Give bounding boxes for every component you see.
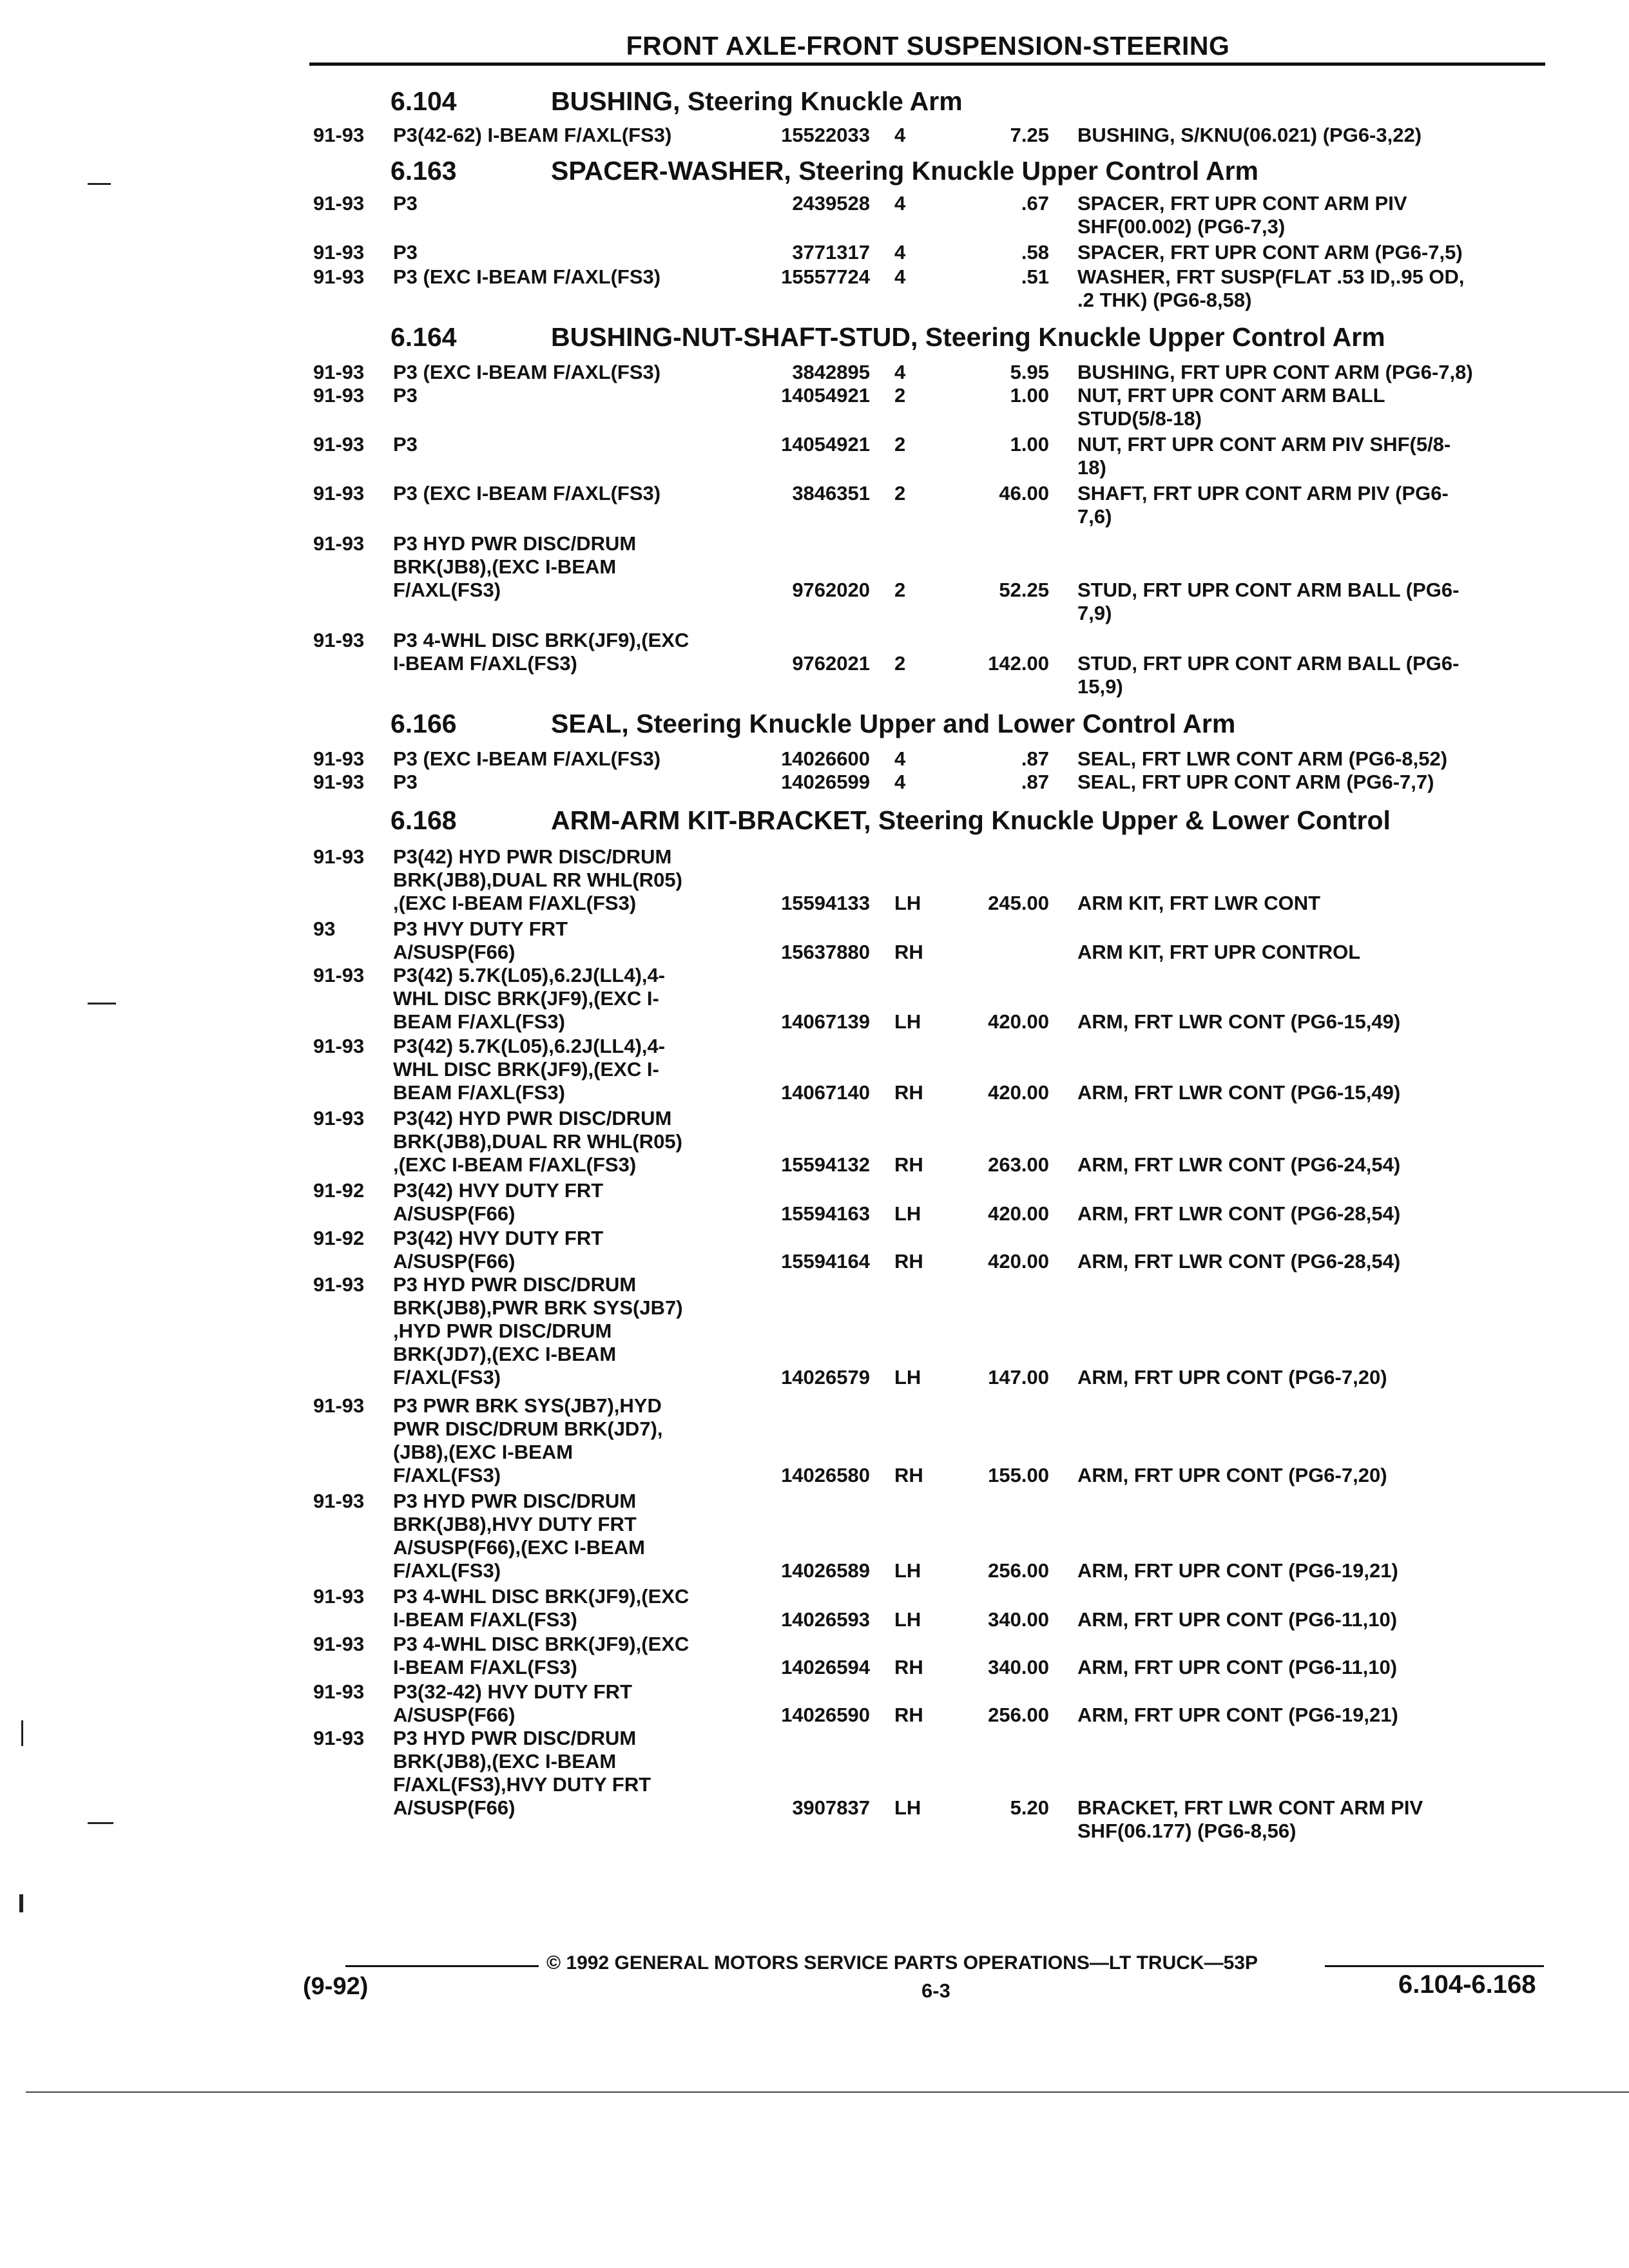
quantity: RH [894, 1081, 923, 1104]
part-number: 2439528 [792, 192, 870, 215]
section-heading [0, 322, 1629, 356]
quantity: RH [894, 1250, 923, 1273]
header-rule [309, 62, 1545, 66]
price: .87 [1021, 747, 1049, 770]
part-entry [0, 845, 1629, 915]
price: 7.25 [1010, 124, 1049, 146]
model-years: 91-93 [313, 265, 365, 288]
application-description: P3(32-42) HVY DUTY FRT A/SUSP(F66) [393, 1680, 632, 1726]
part-entry [0, 1107, 1629, 1177]
model-years: 91-93 [313, 1490, 365, 1512]
part-entry [0, 433, 1629, 479]
part-entry [0, 964, 1629, 1033]
part-entry [0, 384, 1629, 430]
part-entry [0, 1227, 1629, 1273]
scan-mark [88, 1003, 116, 1004]
section-heading [0, 805, 1629, 839]
quantity: RH [894, 1153, 923, 1176]
model-years: 91-93 [313, 845, 365, 868]
price: 256.00 [988, 1559, 1049, 1582]
model-years: 91-93 [313, 1585, 365, 1608]
part-name: ARM, FRT LWR CONT (PG6-15,49) [1077, 1010, 1401, 1033]
price: 420.00 [988, 1250, 1049, 1273]
part-entry [0, 192, 1629, 238]
part-name: ARM, FRT UPR CONT (PG6-7,20) [1077, 1464, 1387, 1486]
price: 245.00 [988, 892, 1049, 914]
part-number: 14026580 [781, 1464, 870, 1486]
model-years: 91-93 [313, 1727, 365, 1749]
part-number: 14067139 [781, 1010, 870, 1033]
section-number: 6.104 [390, 86, 457, 116]
part-entry [0, 629, 1629, 698]
part-name: NUT, FRT UPR CONT ARM BALL STUD(5/8-18) [1077, 384, 1385, 430]
price: .58 [1021, 241, 1049, 264]
section-heading [0, 156, 1629, 189]
part-name: SHAFT, FRT UPR CONT ARM PIV (PG6- 7,6) [1077, 482, 1449, 528]
price: 5.95 [1010, 361, 1049, 383]
part-number: 15594163 [781, 1202, 870, 1225]
price: .51 [1021, 265, 1049, 288]
part-number: 14026593 [781, 1608, 870, 1631]
model-years: 91-92 [313, 1179, 365, 1202]
application-description: P3 4-WHL DISC BRK(JF9),(EXC I-BEAM F/AXL(FS3) [393, 1633, 689, 1678]
price: 420.00 [988, 1081, 1049, 1104]
page-bottom-rule [26, 2091, 1629, 2093]
quantity: 4 [894, 124, 906, 146]
section-number: 6.163 [390, 156, 457, 186]
price: 256.00 [988, 1704, 1049, 1726]
part-name: ARM, FRT LWR CONT (PG6-15,49) [1077, 1081, 1401, 1104]
section-title: BUSHING, Steering Knuckle Arm [551, 86, 963, 116]
part-entry [0, 361, 1629, 384]
part-entry [0, 1680, 1629, 1727]
model-years: 91-93 [313, 1273, 365, 1296]
application-description: P3 [393, 433, 418, 456]
section-heading [0, 709, 1629, 742]
scan-mark [19, 1894, 23, 1912]
part-entry [0, 265, 1629, 312]
part-entry [0, 771, 1629, 794]
model-years: 91-93 [313, 747, 365, 770]
part-name: SPACER, FRT UPR CONT ARM PIV SHF(00.002) (PG6-7,3) [1077, 192, 1407, 238]
part-entry [0, 1727, 1629, 1843]
footer-rule-right [1325, 1965, 1544, 1967]
quantity: LH [894, 1796, 921, 1819]
part-entry [0, 482, 1629, 528]
model-years: 91-93 [313, 964, 365, 986]
quantity: 4 [894, 771, 906, 793]
section-number: 6.166 [390, 709, 457, 738]
application-description: P3(42) HYD PWR DISC/DRUM BRK(JB8),DUAL RR WHL(R05) ,(EXC I-BEAM F/AXL(FS3) [393, 1107, 682, 1176]
application-description: P3 [393, 384, 418, 407]
part-name: WASHER, FRT SUSP(FLAT .53 ID,.95 OD, .2 THK) (PG6-8,58) [1077, 265, 1465, 311]
footer-copyright: © 1992 GENERAL MOTORS SERVICE PARTS OPERATIONS—LT TRUCK—53P [546, 1952, 1258, 1974]
application-description: P3 (EXC I-BEAM F/AXL(FS3) [393, 265, 661, 288]
model-years: 93 [313, 918, 336, 940]
quantity: LH [894, 1608, 921, 1631]
model-years: 91-93 [313, 629, 365, 651]
model-years: 91-93 [313, 192, 365, 215]
part-number: 14026599 [781, 771, 870, 793]
price: 1.00 [1010, 433, 1049, 456]
part-name: ARM, FRT UPR CONT (PG6-11,10) [1077, 1608, 1398, 1631]
model-years: 91-93 [313, 1035, 365, 1057]
model-years: 91-93 [313, 433, 365, 456]
part-entry [0, 1633, 1629, 1679]
footer-section-range: 6.104-6.168 [1398, 1970, 1536, 1999]
part-number: 15594132 [781, 1153, 870, 1176]
section-number: 6.168 [390, 805, 457, 835]
quantity: LH [894, 1366, 921, 1389]
application-description: P3 HYD PWR DISC/DRUM BRK(JB8),(EXC I-BEAM F/AXL(FS3),HVY DUTY FRT A/SUSP(F66) [393, 1727, 651, 1819]
part-entry [0, 241, 1629, 264]
application-description: P3 (EXC I-BEAM F/AXL(FS3) [393, 747, 661, 770]
application-description: P3(42) HVY DUTY FRT A/SUSP(F66) [393, 1179, 604, 1225]
quantity: 4 [894, 265, 906, 288]
model-years: 91-93 [313, 124, 365, 146]
quantity: 2 [894, 433, 906, 456]
application-description: P3(42) HVY DUTY FRT A/SUSP(F66) [393, 1227, 604, 1273]
quantity: RH [894, 1704, 923, 1726]
quantity: 2 [894, 482, 906, 505]
part-number: 14026590 [781, 1704, 870, 1726]
part-name: STUD, FRT UPR CONT ARM BALL (PG6- 7,9) [1077, 579, 1460, 624]
part-name: SPACER, FRT UPR CONT ARM (PG6-7,5) [1077, 241, 1463, 264]
price: 420.00 [988, 1010, 1049, 1033]
model-years: 91-93 [313, 482, 365, 505]
part-name: ARM, FRT UPR CONT (PG6-19,21) [1077, 1559, 1398, 1582]
application-description: P3 HYD PWR DISC/DRUM BRK(JB8),PWR BRK SYS(JB7) ,HYD PWR DISC/DRUM BRK(JD7),(EXC I-BEAM F/AXL(FS3) [393, 1273, 683, 1389]
quantity: RH [894, 941, 923, 963]
model-years: 91-93 [313, 1107, 365, 1129]
price: 340.00 [988, 1608, 1049, 1631]
part-number: 14026589 [781, 1559, 870, 1582]
part-name: SEAL, FRT LWR CONT ARM (PG6-8,52) [1077, 747, 1448, 770]
scan-mark [88, 183, 111, 185]
application-description: P3(42) 5.7K(L05),6.2J(LL4),4- WHL DISC BRK(JF9),(EXC I- BEAM F/AXL(FS3) [393, 1035, 666, 1104]
part-entry [0, 1273, 1629, 1389]
price: 263.00 [988, 1153, 1049, 1176]
part-number: 9762020 [792, 579, 870, 601]
price: .67 [1021, 192, 1049, 215]
part-number: 3771317 [792, 241, 870, 264]
model-years: 91-93 [313, 1633, 365, 1655]
quantity: LH [894, 1202, 921, 1225]
price: 420.00 [988, 1202, 1049, 1225]
model-years: 91-93 [313, 361, 365, 383]
model-years: 91-93 [313, 384, 365, 407]
section-title: BUSHING-NUT-SHAFT-STUD, Steering Knuckle Upper Control Arm [551, 322, 1385, 352]
part-entry [0, 918, 1629, 964]
part-number: 14054921 [781, 433, 870, 456]
model-years: 91-93 [313, 771, 365, 793]
application-description: P3 [393, 771, 418, 793]
part-name: ARM, FRT LWR CONT (PG6-24,54) [1077, 1153, 1401, 1176]
footer-page-number: 6-3 [921, 1979, 950, 2002]
model-years: 91-93 [313, 532, 365, 555]
model-years: 91-93 [313, 241, 365, 264]
part-entry [0, 1394, 1629, 1487]
part-number: 15594164 [781, 1250, 870, 1273]
application-description: P3 HYD PWR DISC/DRUM BRK(JB8),(EXC I-BEAM F/AXL(FS3) [393, 532, 637, 601]
section-title: SPACER-WASHER, Steering Knuckle Upper Control Arm [551, 156, 1259, 186]
part-name: ARM, FRT UPR CONT (PG6-19,21) [1077, 1704, 1398, 1726]
model-years: 91-93 [313, 1394, 365, 1417]
price: 46.00 [999, 482, 1049, 505]
part-name: BUSHING, S/KNU(06.021) (PG6-3,22) [1077, 124, 1422, 146]
price: 147.00 [988, 1366, 1049, 1389]
part-number: 14054921 [781, 384, 870, 407]
quantity: 4 [894, 241, 906, 264]
part-entry [0, 1490, 1629, 1582]
part-number: 3907837 [792, 1796, 870, 1819]
part-number: 3846351 [792, 482, 870, 505]
application-description: P3 HYD PWR DISC/DRUM BRK(JB8),HVY DUTY FRT A/SUSP(F66),(EXC I-BEAM F/AXL(FS3) [393, 1490, 645, 1582]
part-name: ARM KIT, FRT UPR CONTROL [1077, 941, 1361, 963]
part-number: 3842895 [792, 361, 870, 383]
part-number: 14026600 [781, 747, 870, 770]
part-number: 9762021 [792, 652, 870, 675]
quantity: LH [894, 1010, 921, 1033]
price: 340.00 [988, 1656, 1049, 1678]
part-entry [0, 747, 1629, 771]
application-description: P3 [393, 192, 418, 215]
quantity: 2 [894, 384, 906, 407]
price: 1.00 [1010, 384, 1049, 407]
part-number: 15522033 [781, 124, 870, 146]
section-number: 6.164 [390, 322, 457, 352]
quantity: 4 [894, 361, 906, 383]
quantity: RH [894, 1464, 923, 1486]
section-title: ARM-ARM KIT-BRACKET, Steering Knuckle Upper & Lower Control [551, 805, 1391, 835]
quantity: LH [894, 1559, 921, 1582]
footer-date: (9-92) [303, 1973, 369, 2000]
application-description: P3 HVY DUTY FRT A/SUSP(F66) [393, 918, 568, 963]
quantity: 2 [894, 579, 906, 601]
part-name: ARM, FRT LWR CONT (PG6-28,54) [1077, 1250, 1401, 1273]
quantity: 4 [894, 192, 906, 215]
part-name: NUT, FRT UPR CONT ARM PIV SHF(5/8- 18) [1077, 433, 1451, 479]
part-name: ARM, FRT LWR CONT (PG6-28,54) [1077, 1202, 1401, 1225]
price: 52.25 [999, 579, 1049, 601]
part-number: 14026594 [781, 1656, 870, 1678]
application-description: P3(42-62) I-BEAM F/AXL(FS3) [393, 124, 672, 146]
part-number: 14026579 [781, 1366, 870, 1389]
quantity: 2 [894, 652, 906, 675]
application-description: P3(42) 5.7K(L05),6.2J(LL4),4- WHL DISC BRK(JF9),(EXC I- BEAM F/AXL(FS3) [393, 964, 666, 1033]
part-entry [0, 1585, 1629, 1631]
part-entry [0, 124, 1629, 147]
part-number: 15637880 [781, 941, 870, 963]
section-heading [0, 86, 1629, 120]
application-description: P3 PWR BRK SYS(JB7),HYD PWR DISC/DRUM BRK(JD7), (JB8),(EXC I-BEAM F/AXL(FS3) [393, 1394, 663, 1486]
part-name: STUD, FRT UPR CONT ARM BALL (PG6- 15,9) [1077, 652, 1460, 698]
part-name: ARM, FRT UPR CONT (PG6-11,10) [1077, 1656, 1398, 1678]
model-years: 91-93 [313, 1680, 365, 1703]
price: 142.00 [988, 652, 1049, 675]
quantity: LH [894, 892, 921, 914]
application-description: P3 (EXC I-BEAM F/AXL(FS3) [393, 361, 661, 383]
price: 155.00 [988, 1464, 1049, 1486]
scan-mark [21, 1720, 23, 1746]
part-entry [0, 1035, 1629, 1104]
model-years: 91-92 [313, 1227, 365, 1249]
quantity: 4 [894, 747, 906, 770]
part-name: BUSHING, FRT UPR CONT ARM (PG6-7,8) [1077, 361, 1473, 383]
part-name: SEAL, FRT UPR CONT ARM (PG6-7,7) [1077, 771, 1434, 793]
application-description: P3 4-WHL DISC BRK(JF9),(EXC I-BEAM F/AXL(FS3) [393, 1585, 689, 1631]
price: 5.20 [1010, 1796, 1049, 1819]
footer-rule-left [345, 1965, 539, 1967]
quantity: RH [894, 1656, 923, 1678]
scan-mark [88, 1822, 113, 1824]
part-number: 15594133 [781, 892, 870, 914]
part-number: 14067140 [781, 1081, 870, 1104]
application-description: P3(42) HYD PWR DISC/DRUM BRK(JB8),DUAL RR WHL(R05) ,(EXC I-BEAM F/AXL(FS3) [393, 845, 682, 914]
application-description: P3 (EXC I-BEAM F/AXL(FS3) [393, 482, 661, 505]
section-title: SEAL, Steering Knuckle Upper and Lower Control Arm [551, 709, 1236, 738]
part-name: BRACKET, FRT LWR CONT ARM PIV SHF(06.177) (PG6-8,56) [1077, 1796, 1423, 1842]
price: .87 [1021, 771, 1049, 793]
page-title: FRONT AXLE-FRONT SUSPENSION-STEERING [626, 31, 1230, 61]
part-name: ARM, FRT UPR CONT (PG6-7,20) [1077, 1366, 1387, 1389]
part-name: ARM KIT, FRT LWR CONT [1077, 892, 1321, 914]
application-description: P3 [393, 241, 418, 264]
application-description: P3 4-WHL DISC BRK(JF9),(EXC I-BEAM F/AXL(FS3) [393, 629, 689, 675]
part-entry [0, 1179, 1629, 1225]
part-entry [0, 532, 1629, 625]
part-number: 15557724 [781, 265, 870, 288]
